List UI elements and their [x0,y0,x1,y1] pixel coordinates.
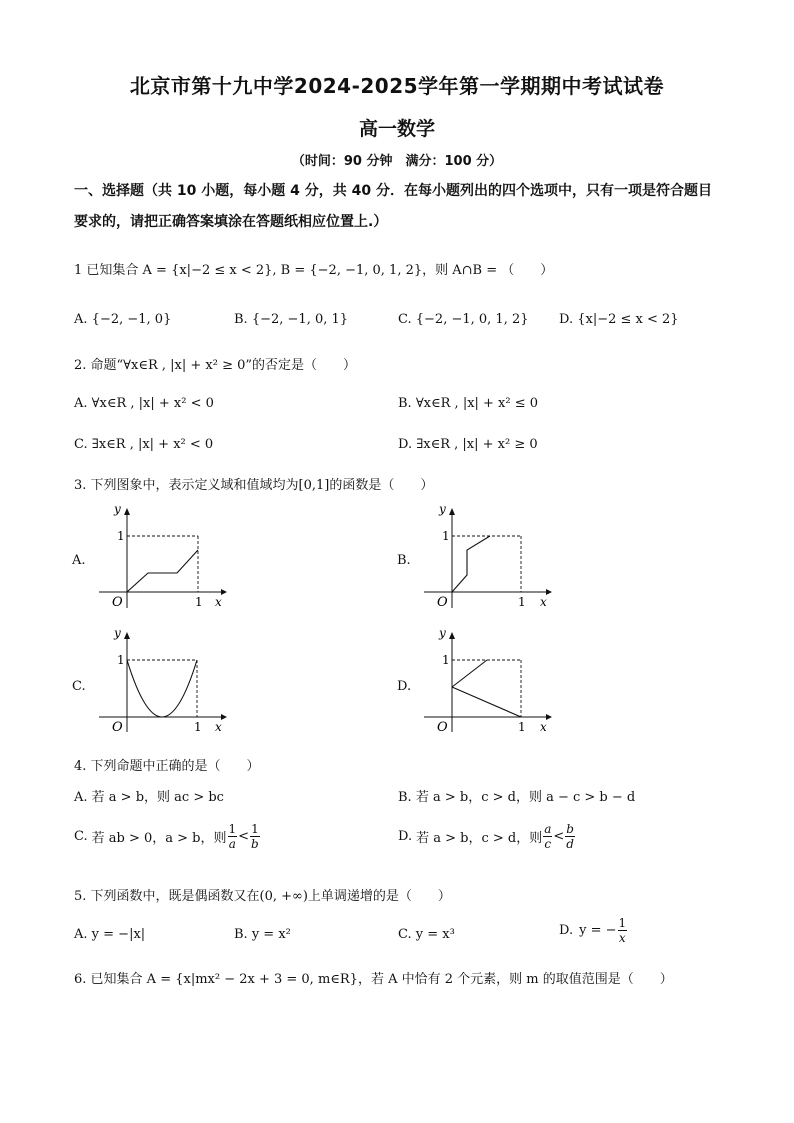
origin-label: O [437,720,448,735]
function-segment-down [452,687,521,717]
option-prefix: 若 ab > 0，a > b，则 [91,831,227,846]
x-axis-arrow [221,714,227,720]
option-text: ∃x∈R , |x| + x² < 0 [91,437,214,452]
graph-a [95,500,230,615]
x-axis-arrow [546,589,552,595]
x-label: x [215,595,222,609]
option-text: {x|−2 ≤ x < 2} [577,312,679,327]
question-1-option-a [74,312,171,327]
question-5-option-d [559,916,628,945]
question-5-stem: 5. 下列函数中，既是偶函数又在(0, +∞)上单调递增的是（ ） [74,889,451,904]
question-2-stem: 2. 命题“∀x∈R , |x| + x² ≥ 0”的否定是（ ） [74,358,357,373]
question-3-stem: 3. 下列图象中，表示定义域和值域均为[0,1]的函数是（ ） [74,478,434,493]
question-4-option-a [74,786,224,805]
graph-d-svg [420,624,555,739]
y-axis-arrow [449,632,455,639]
question-1-option-b [234,312,348,327]
option-prefix: y = − [579,923,617,938]
question-5-option-a [74,927,145,942]
question-1-stem: 1 已知集合 A = {x|−2 ≤ x < 2}, B = {−2, −1, 0, 1, 2}，则 A∩B = （ ） [74,263,554,278]
relation: < [553,829,565,844]
x-label: x [215,720,222,734]
option-text: 若 a > b，c > d，则 a − c > b − d [415,790,636,805]
question-3-option-c-label: C. [72,679,86,694]
graph-b [420,500,555,615]
option-label: A. [74,927,88,942]
option-label: D. [559,923,574,938]
question-1-option-d [559,312,679,327]
y-label: y [439,626,446,640]
y-tick-1: 1 [117,529,125,543]
y-axis-arrow [449,508,455,515]
option-label: A. [74,312,88,327]
x-label: x [540,720,547,734]
denominator: a [228,837,236,851]
numerator: b [566,822,574,836]
question-3-option-d-label: D. [397,679,412,694]
function-curve [127,660,197,717]
graph-a-svg [95,500,230,615]
option-label: C. [398,312,412,327]
option-label: D. [398,437,413,452]
option-label: D. [559,312,574,327]
graph-c [95,624,230,739]
graph-d [420,624,555,739]
denominator: b [251,837,259,851]
y-label: y [114,502,121,516]
denominator: x [618,931,626,945]
question-2-option-c [74,437,213,452]
x-tick-1: 1 [518,595,526,609]
function-segment-up [452,660,487,687]
question-5-option-c [398,927,455,942]
option-label: B. [398,396,412,411]
fraction-a-over-c [543,822,552,851]
option-text: y = x³ [415,927,455,942]
fraction-b-over-d [565,822,575,851]
option-text: y = x² [251,927,291,942]
graph-c-svg [95,624,230,739]
option-text: ∃x∈R , |x| + x² ≥ 0 [416,437,538,452]
fraction-one-over-x [618,916,628,945]
y-label: y [439,502,446,516]
option-text: 若 a > b，则 ac > bc [91,790,224,805]
option-label: C. [74,829,88,844]
x-tick-1: 1 [194,720,202,734]
x-axis-arrow [221,589,227,595]
option-prefix: 若 a > b，c > d，则 [416,831,543,846]
y-tick-1: 1 [442,653,450,667]
exam-subtitle: 高一数学 [358,118,435,140]
x-tick-1: 1 [195,595,203,609]
question-4-stem: 4. 下列命题中正确的是（ ） [74,759,260,774]
function-curve [127,550,198,592]
question-4-option-d [398,822,576,851]
option-label: B. [398,790,412,805]
numerator: 1 [228,822,237,836]
question-4-option-b [398,786,635,805]
y-axis-arrow [124,632,130,639]
y-label: y [114,626,121,640]
question-5-option-b [234,927,291,942]
option-label: B. [234,927,248,942]
exam-title: 北京市第十九中学2024-2025学年第一学期期中考试试卷 [129,74,665,98]
y-tick-1: 1 [117,653,125,667]
origin-label: O [112,720,123,735]
option-label: C. [398,927,412,942]
option-text: ∀x∈R , |x| + x² < 0 [91,396,214,411]
option-label: B. [234,312,248,327]
x-label: x [540,595,547,609]
question-3-option-b-label: B. [397,553,411,568]
x-tick-1: 1 [518,720,526,734]
option-label: A. [74,396,88,411]
option-label: D. [398,829,413,844]
option-text: ∀x∈R , |x| + x² ≤ 0 [415,396,539,411]
fraction-one-over-b [250,822,260,851]
section-heading: 一、选择题（共 10 小题，每小题 4 分，共 40 分．在每小题列出的四个选项中，只有一项是符合题目要求的，请把正确答案填涂在答题纸相应位置上.） [74,183,712,230]
y-tick-1: 1 [442,529,450,543]
question-3-option-a-label: A. [72,553,86,568]
question-1-option-c [398,312,529,327]
option-text: {−2, −1, 0, 1, 2} [415,312,529,327]
relation: < [238,829,250,844]
option-label: C. [74,437,88,452]
graph-b-svg [420,500,555,615]
origin-label: O [112,595,123,610]
option-text: {−2, −1, 0} [91,312,172,327]
question-2-option-d [398,437,538,452]
question-2-option-b [398,396,538,411]
fraction-one-over-a [228,822,238,851]
denominator: d [566,837,574,851]
question-6-stem: 6. 已知集合 A = {x|mx² − 2x + 3 = 0, m∈R}，若 A 中恰有 2 个元素，则 m 的取值范围是（ ） [74,972,673,987]
numerator: 1 [618,916,627,930]
function-curve [452,536,490,592]
denominator: c [544,837,552,851]
origin-label: O [437,595,448,610]
numerator: a [544,822,552,836]
exam-info: （时间：90 分钟 满分：100 分） [291,154,503,169]
question-4-option-c [74,822,261,851]
numerator: 1 [251,822,259,836]
question-2-option-a [74,396,214,411]
x-axis-arrow [546,714,552,720]
y-axis-arrow [124,508,130,515]
option-text: y = −|x| [91,927,146,942]
option-label: A. [74,790,88,805]
option-text: {−2, −1, 0, 1} [251,312,349,327]
